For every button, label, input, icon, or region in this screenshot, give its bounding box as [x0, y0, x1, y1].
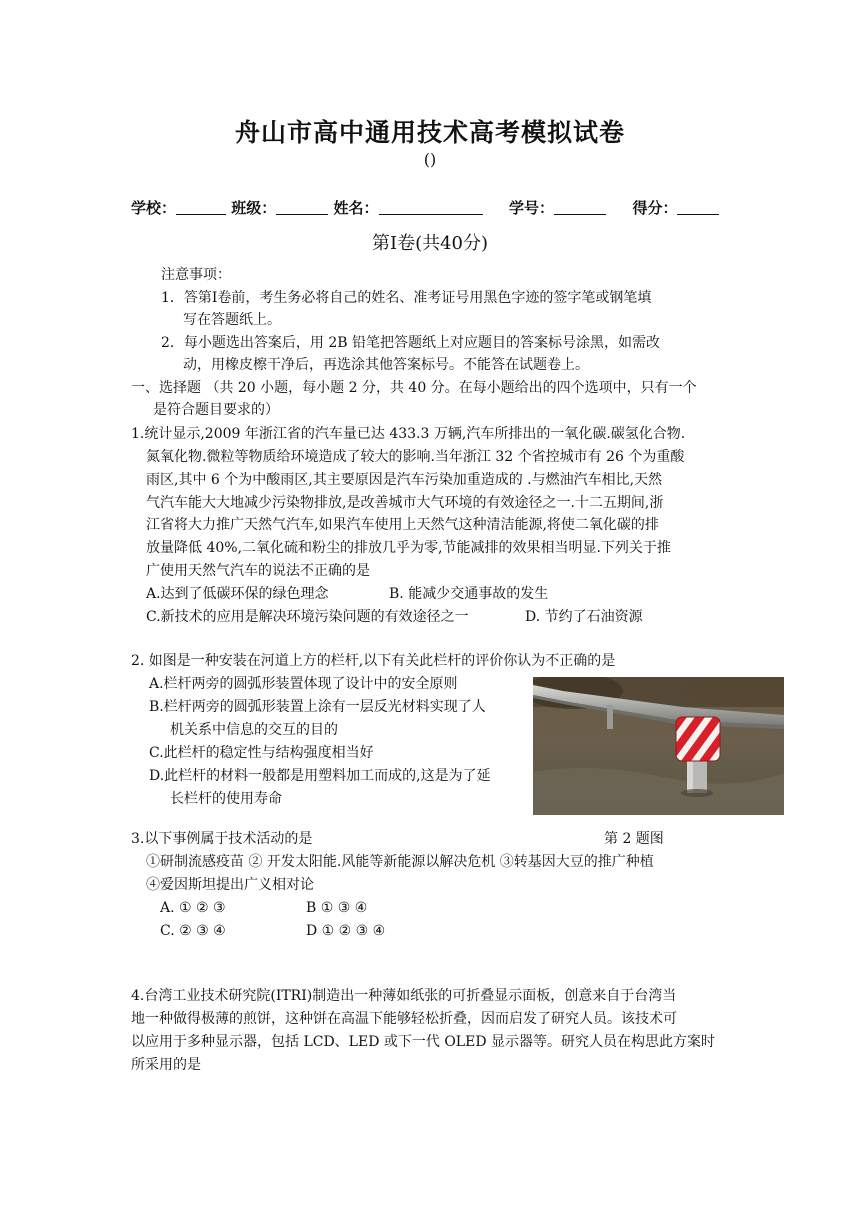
- q1-line-4: 气汽车能大大地减少污染物排放,是改善城市大气环境的有效途径之一.十二五期间,浙: [146, 495, 664, 511]
- q2-stem: 2. 如图是一种安装在河道上方的栏杆,以下有关此栏杆的评价你认为不正确的是: [131, 653, 616, 669]
- note-2-line-2: 动，用橡皮檫干净后，再选涂其他答案标号。不能答在试题卷上。: [183, 357, 589, 373]
- q3-option-c: C. ② ③ ④: [160, 923, 226, 939]
- q2-figure-caption: 第 2 题图: [604, 831, 664, 847]
- class-blank[interactable]: [276, 198, 328, 215]
- notes-heading: 注意事项：: [161, 267, 231, 283]
- q4-line-1: 4.台湾工业技术研究院(ITRI)制造出一种薄如纸张的可折叠显示面板，创意来自于台湾当: [131, 988, 677, 1004]
- student-info-row: [131, 197, 719, 218]
- q4-line-3: 以应用于多种显示器，包括 LCD、LED 或下一代 OLED 显示器等。研究人员在构思此方案时: [131, 1034, 715, 1050]
- q2-option-c: C.此栏杆的稳定性与结构强度相当好: [149, 745, 374, 761]
- q3-option-b: B ① ③ ④: [306, 900, 368, 916]
- q2-option-d-line-2: 长栏杆的使用寿命: [170, 791, 282, 807]
- q4-line-4: 所采用的是: [131, 1057, 201, 1073]
- section-title: 第Ⅰ卷(共40分): [371, 233, 489, 254]
- q3-items-line-2: ④爱因斯坦提出广义相对论: [146, 877, 314, 893]
- part-1-heading-cont: 是符合题目要求的）: [153, 402, 279, 418]
- q3-option-d: D ① ② ③ ④: [306, 923, 386, 939]
- school-label: 学校：: [131, 199, 177, 217]
- class-label: 班级：: [231, 199, 277, 217]
- page-subtitle: (): [423, 150, 437, 169]
- q3-items-line-1: ①研制流感疫苗 ② 开发太阳能.风能等新能源以解决危机 ③转基因大豆的推广种植: [146, 854, 654, 870]
- name-label: 姓名：: [333, 199, 379, 217]
- q1-option-d: D. 节约了石油资源: [525, 609, 643, 625]
- q1-line-5: 江省将大力推广天然气汽车,如果汽车使用上天然气这种清洁能源,将使二氧化碳的排: [146, 517, 659, 533]
- note-1-line-2: 写在答题纸上。: [183, 312, 281, 328]
- student-no-blank[interactable]: [554, 198, 606, 215]
- q3-stem: 3.以下事例属于技术活动的是: [131, 831, 313, 847]
- page-title: 舟山市高中通用技术高考模拟试卷: [234, 118, 625, 147]
- q3-option-a: A. ① ② ③: [160, 900, 226, 916]
- q1-line-3: 雨区,其中 6 个为中酸雨区,其主要原因是汽车污染加重造成的 .与燃油汽车相比,天然: [146, 472, 663, 488]
- q2-option-a: A.栏杆两旁的圆弧形装置体现了设计中的安全原则: [149, 676, 458, 692]
- student-no-label: 学号：: [508, 199, 554, 217]
- q1-line-6: 放量降低 40%,二氧化硫和粉尘的排放几乎为零,节能减排的效果相当明显.下列关于推: [146, 540, 671, 556]
- q2-option-d-line-1: D.此栏杆的材料一般都是用塑料加工而成的,这是为了延: [149, 768, 491, 784]
- score-label: 得分：: [632, 199, 678, 217]
- guardrail-photo: [533, 677, 784, 815]
- q2-option-b-line-1: B.栏杆两旁的圆弧形装置上涂有一层反光材料实现了人: [149, 699, 486, 715]
- school-blank[interactable]: [176, 198, 226, 215]
- q4-line-2: 地一种做得极薄的煎饼，这种饼在高温下能够轻松折叠，因而启发了研究人员。该技术可: [131, 1011, 677, 1027]
- q1-option-a: A.达到了低碳环保的绿色理念: [146, 586, 329, 602]
- score-blank[interactable]: [677, 198, 719, 215]
- q1-option-b: B. 能减少交通事故的发生: [389, 586, 549, 602]
- q1-line-7: 广使用天然气汽车的说法不正确的是: [146, 563, 370, 579]
- q1-option-c: C.新技术的应用是解决环境污染问题的有效途径之一: [146, 609, 469, 625]
- q1-line-2: 氮氧化物.微粒等物质给环境造成了较大的影响.当年浙江 32 个省控城市有 26 个为重酸: [146, 449, 685, 465]
- part-1-heading: 一、选择题 （共 20 小题，每小题 2 分，共 40 分。在每小题给出的四个选项中，只有一个: [131, 380, 697, 396]
- note-1-line-1: 1．答第Ⅰ卷前，考生务必将自己的姓名、准考证号用黑色字迹的签字笔或钢笔填: [161, 290, 652, 306]
- q1-line-1: 1.统计显示,2009 年浙江省的汽车量已达 433.3 万辆,汽车所排出的一氧化碳.碳氢化合物.: [131, 426, 686, 442]
- q2-option-b-line-2: 机关系中信息的交互的目的: [170, 722, 338, 738]
- name-blank[interactable]: [379, 198, 483, 215]
- note-2-line-1: 2．每小题选出答案后，用 2B 铅笔把答题纸上对应题目的答案标号涂黑，如需改: [161, 335, 661, 351]
